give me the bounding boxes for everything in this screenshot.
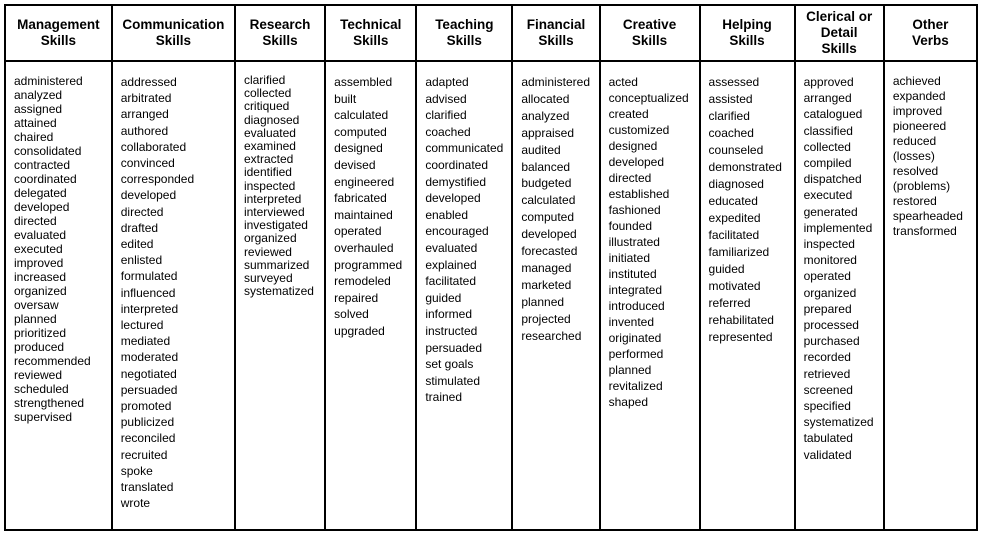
skill-word: assembled (334, 75, 393, 89)
skill-word: achieved (892, 74, 941, 88)
skill-word: inspected (243, 178, 296, 193)
skill-word: operated (803, 269, 851, 284)
word-list (885, 62, 976, 239)
skill-word: guided (425, 290, 462, 305)
skill-word: audited (521, 142, 561, 157)
skill-word: allocated (521, 91, 570, 106)
skill-word: pioneered (892, 119, 947, 133)
skill-word: designed (334, 141, 383, 156)
skill-word: arranged (803, 91, 852, 106)
skill-word: originated (608, 331, 662, 345)
skill-word: overhauled (334, 240, 394, 255)
skill-word: engineered (334, 174, 395, 189)
skill-word: coached (708, 126, 754, 140)
skill-word: referred (708, 296, 751, 310)
skill-word: processed (803, 318, 859, 333)
skill-word: executed (803, 188, 853, 203)
column-header: Creative Skills (601, 6, 699, 62)
column-header: Clerical or Detail Skills (796, 6, 883, 62)
skill-word: maintained (334, 207, 393, 222)
skill-word: clarified (708, 109, 750, 123)
skill-word: remodeled (334, 274, 391, 289)
skill-word: diagnosed (243, 112, 300, 127)
skill-word: produced (14, 340, 65, 354)
skill-word: integrated (608, 283, 662, 297)
skill-word: organized (243, 231, 297, 246)
skill-word: established (608, 187, 670, 201)
skill-word: appraised (521, 125, 575, 140)
skill-word: investigated (243, 218, 308, 233)
skill-word: directed (608, 171, 652, 185)
skill-word: coordinated (14, 172, 77, 186)
skill-word: addressed (120, 75, 177, 89)
skill-word: classified (803, 123, 853, 138)
word-list (701, 62, 794, 346)
column-header: Technical Skills (326, 6, 415, 62)
skill-word: specified (803, 399, 851, 414)
skill-word: directed (120, 204, 164, 219)
word-list (236, 62, 324, 298)
skill-word: advised (425, 91, 467, 106)
skill-word: planned (521, 294, 565, 309)
skill-word: chaired (14, 130, 54, 144)
skill-word: computed (521, 210, 575, 225)
skill-word: projected (521, 311, 571, 326)
skill-word: adapted (425, 75, 469, 89)
skill-word: introduced (608, 299, 665, 313)
skill-word: examined (243, 139, 296, 154)
skill-word: moderated (120, 350, 179, 365)
skill-word: consolidated (14, 144, 82, 158)
skill-word: designed (608, 139, 658, 153)
skill-word: summarized (243, 257, 310, 272)
skill-word: validated (803, 447, 852, 462)
column-teaching-skills (415, 6, 511, 529)
column-financial-skills (511, 6, 598, 529)
skill-word: expedited (708, 211, 761, 225)
skill-word: upgraded (334, 323, 385, 338)
skill-word: customized (608, 123, 670, 137)
skill-word: screened (803, 382, 853, 397)
skill-word: arranged (120, 107, 169, 122)
skill-word: prepared (803, 301, 852, 316)
skill-word: identified (243, 165, 292, 180)
skill-word: motivated (708, 279, 761, 293)
skill-word: fashioned (608, 203, 661, 217)
skill-word: lectured (120, 318, 164, 333)
skill-word: developed (425, 191, 481, 206)
skill-word: administered (521, 75, 591, 89)
column-header: Financial Skills (513, 6, 598, 62)
word-list (6, 62, 111, 424)
skill-word: recorded (803, 350, 851, 365)
skill-word: demystified (425, 174, 487, 189)
skill-word: translated (120, 480, 174, 495)
skill-word: recommended (14, 354, 91, 368)
word-list (326, 62, 415, 340)
skill-word: assigned (14, 102, 63, 116)
skill-word: surveyed (243, 271, 293, 286)
skill-word: executed (14, 242, 63, 256)
word-list (113, 62, 234, 511)
skill-word: increased (14, 270, 67, 284)
skill-word: forecasted (521, 244, 578, 259)
skill-word: retrieved (803, 366, 851, 381)
column-management-skills (6, 6, 111, 529)
skill-word: improved (14, 256, 64, 270)
skill-word: dispatched (803, 172, 862, 187)
skill-word: familiarized (708, 245, 770, 259)
skill-word: interpreted (243, 191, 302, 206)
skill-word: oversaw (14, 298, 59, 312)
skill-word: negotiated (120, 366, 177, 381)
skill-word: (losses) (892, 149, 935, 163)
skill-word: approved (803, 75, 854, 89)
skill-word: restored (892, 194, 937, 208)
skill-word: clarified (425, 108, 467, 123)
skill-word: supervised (14, 410, 73, 424)
skill-word: calculated (334, 108, 389, 123)
skill-word: shaped (608, 395, 648, 409)
skill-word: represented (708, 330, 773, 344)
skill-word: trained (425, 390, 463, 405)
column-creative-skills (599, 6, 699, 529)
skill-word: formulated (120, 269, 178, 284)
skill-word: evaluated (425, 240, 478, 255)
skill-word: set goals (425, 357, 474, 372)
skill-word: collaborated (120, 139, 187, 154)
skill-word: marketed (521, 277, 572, 292)
skill-word: reconciled (120, 431, 176, 446)
skill-word: reduced (892, 134, 937, 148)
skill-word: evaluated (14, 228, 67, 242)
skill-word: clarified (243, 73, 286, 87)
skill-word: illustrated (608, 235, 660, 249)
skill-word: (problems) (892, 179, 951, 193)
column-header: Other Verbs (885, 6, 976, 62)
skill-word: persuaded (120, 382, 178, 397)
skill-word: evaluated (243, 125, 296, 140)
skill-word: communicated (425, 141, 504, 156)
skill-word: scheduled (14, 382, 69, 396)
skill-word: assessed (708, 75, 760, 89)
skill-word: tabulated (803, 431, 853, 446)
skill-word: strengthened (14, 396, 85, 410)
skill-word: organized (14, 284, 67, 298)
skill-word: extracted (243, 152, 294, 167)
word-list (417, 62, 511, 406)
skill-word: built (334, 91, 357, 106)
column-helping-skills (699, 6, 794, 529)
skill-word: systematized (243, 284, 314, 299)
skill-word: attained (14, 116, 57, 130)
skills-table (4, 4, 978, 531)
skill-word: contracted (14, 158, 71, 172)
skill-word: purchased (803, 334, 860, 349)
skill-word: counseled (708, 143, 764, 157)
skill-word: invented (608, 315, 654, 329)
skill-word: planned (608, 363, 652, 377)
column-header: Communication Skills (113, 6, 234, 62)
skill-word: prioritized (14, 326, 67, 340)
skill-word: informed (425, 307, 472, 322)
skill-word: organized (803, 285, 857, 300)
skill-word: developed (14, 200, 70, 214)
column-header: Helping Skills (701, 6, 794, 62)
column-header: Teaching Skills (417, 6, 511, 62)
skill-word: developed (608, 155, 665, 169)
skill-word: encouraged (425, 224, 489, 239)
skill-word: recruited (120, 447, 168, 462)
skill-word: publicized (120, 415, 175, 430)
column-header: Research Skills (236, 6, 324, 62)
skill-word: transformed (892, 224, 957, 238)
skill-word: expanded (892, 89, 946, 103)
skill-word: collected (243, 86, 292, 101)
skill-word: diagnosed (708, 177, 764, 191)
skill-word: analyzed (14, 88, 63, 102)
column-communication-skills (111, 6, 234, 529)
skill-word: coached (425, 124, 471, 139)
skill-word: stimulated (425, 373, 481, 388)
skill-word: enabled (425, 207, 469, 222)
skill-word: repaired (334, 290, 379, 305)
skill-word: created (608, 107, 649, 121)
skill-word: enlisted (120, 253, 163, 268)
skill-word: planned (14, 312, 57, 326)
skill-word: programmed (334, 257, 403, 272)
skill-word: persuaded (425, 340, 483, 355)
skill-word: facilitated (708, 228, 760, 242)
skill-word: directed (14, 214, 57, 228)
skill-word: balanced (521, 159, 571, 174)
skill-word: developed (120, 188, 177, 203)
skill-word: coordinated (425, 157, 489, 172)
column-clerical-or-detail-skills (794, 6, 883, 529)
skill-word: rehabilitated (708, 313, 774, 327)
skill-word: arbitrated (120, 91, 172, 106)
skill-word: monitored (803, 253, 857, 268)
skill-word: operated (334, 224, 382, 239)
skill-word: developed (521, 227, 577, 242)
skill-word: promoted (120, 399, 172, 414)
skill-word: budgeted (521, 176, 572, 191)
skill-word: explained (425, 257, 477, 272)
column-research-skills (234, 6, 324, 529)
skill-word: spoke (120, 463, 153, 478)
skill-word: guided (708, 262, 745, 276)
skill-word: inspected (803, 237, 855, 252)
skill-word: reviewed (243, 244, 292, 259)
skill-word: educated (708, 194, 758, 208)
column-header: Management Skills (6, 6, 111, 62)
column-other-verbs (883, 6, 976, 529)
word-list (513, 62, 598, 345)
skill-word: reviewed (14, 368, 63, 382)
word-list (796, 62, 883, 463)
skill-word: analyzed (521, 108, 570, 123)
skill-word: solved (334, 307, 369, 322)
skill-word: assisted (708, 92, 753, 106)
skill-word: delegated (14, 186, 67, 200)
skill-word: computed (334, 124, 387, 139)
skill-word: founded (608, 219, 653, 233)
skill-word: initiated (608, 251, 650, 265)
skill-word: convinced (120, 156, 175, 171)
skill-word: administered (14, 74, 83, 88)
skill-word: collected (803, 139, 851, 154)
skill-word: interviewed (243, 205, 305, 220)
skill-word: critiqued (243, 99, 290, 114)
skill-word: interpreted (120, 301, 179, 316)
skill-word: resolved (892, 164, 939, 178)
skill-word: implemented (803, 220, 873, 235)
skill-word: influenced (120, 285, 176, 300)
skill-word: demonstrated (708, 160, 782, 174)
skill-word: instituted (608, 267, 657, 281)
skill-word: revitalized (608, 379, 663, 393)
skill-word: researched (521, 328, 582, 343)
skill-word: catalogued (803, 107, 863, 122)
column-technical-skills (324, 6, 415, 529)
skill-word: instructed (425, 323, 478, 338)
skill-word: facilitated (425, 274, 477, 289)
skill-word: wrote (120, 496, 151, 511)
skill-word: edited (120, 237, 154, 252)
skill-word: managed (521, 260, 572, 275)
skill-word: drafted (120, 220, 159, 235)
skill-word: calculated (521, 193, 576, 208)
skill-word: corresponded (120, 172, 195, 187)
skill-word: mediated (120, 334, 171, 349)
word-list (601, 62, 699, 410)
skill-word: systematized (803, 415, 874, 430)
skill-word: compiled (803, 156, 852, 171)
skill-word: authored (120, 123, 169, 138)
skill-word: conceptualized (608, 91, 689, 105)
skill-word: generated (803, 204, 858, 219)
skill-word: devised (334, 157, 376, 172)
skill-word: acted (608, 75, 638, 89)
skill-word: performed (608, 347, 664, 361)
skill-word: fabricated (334, 191, 387, 206)
skill-word: spearheaded (892, 209, 963, 223)
skill-word: improved (892, 104, 943, 118)
